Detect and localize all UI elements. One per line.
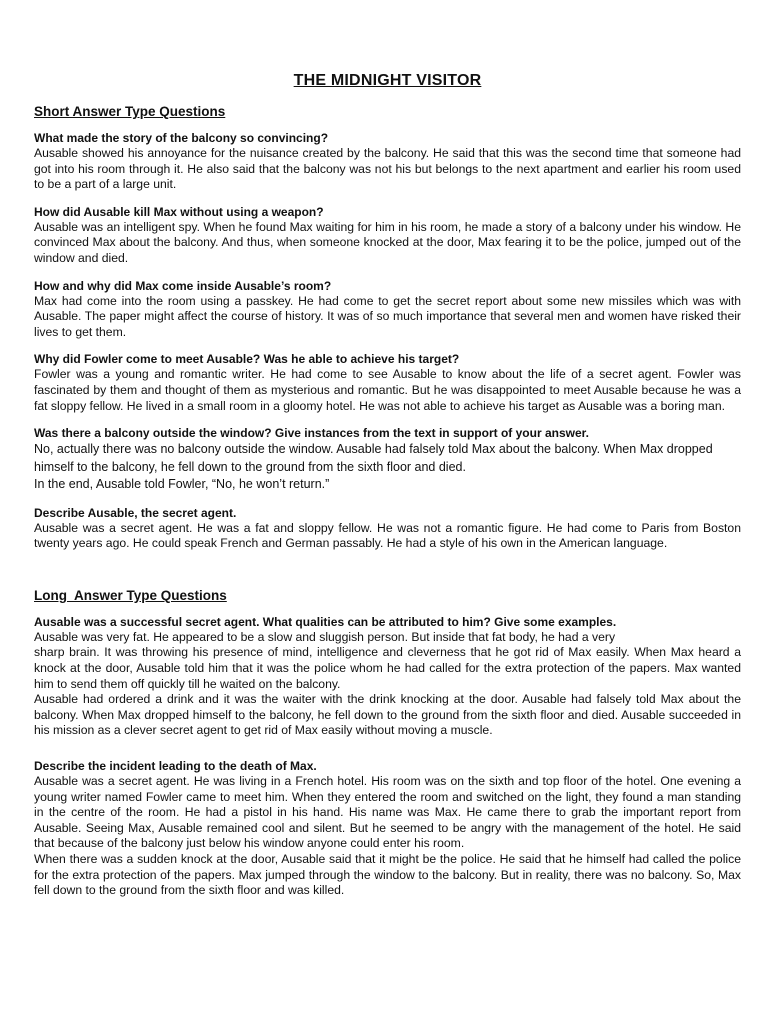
answer: Ausable was a secret agent. He was living in a French hotel. His room was on the sixth and top floor of the hotel. One evening a young writer named Fowler came to meet him. When they entered the room and switched on the light, they found a man standing in the centre of the room. He had a pistol in his hand. His name was Max. He came there to grab the important report from Ausable. Seeing Max, Ausable remained cool and silent. But he seemed to be angry with the management of the hotel. He said that because of the balcony just below his window anyone could enter his room. bbox=[34, 773, 741, 851]
long-answer-heading: Long Answer Type Questions bbox=[34, 587, 227, 603]
question: Ausable was a successful secret agent. What qualities can be attributed to him? Give some examples. bbox=[34, 614, 617, 629]
answer-continuation: In the end, Ausable told Fowler, “No, he won’t return.” bbox=[34, 477, 330, 492]
qa-item bbox=[34, 506, 741, 552]
question: Why did Fowler come to meet Ausable? Was he able to achieve his target? bbox=[34, 352, 460, 367]
question: Describe Ausable, the secret agent. bbox=[34, 505, 237, 520]
question: Describe the incident leading to the death of Max. bbox=[34, 758, 317, 773]
question: How and why did Max come inside Ausable’s room? bbox=[34, 278, 332, 293]
answer: Max had come into the room using a passkey. He had come to get the secret report about some new missiles which was with Ausable. The paper might affect the course of history. It was of so much importance that several men and women have risked their lives to get them. bbox=[34, 293, 741, 339]
qa-item bbox=[34, 352, 741, 414]
answer: No, actually there was no balcony outside the window. Ausable had falsely told Max about the balcony. When Max dropped himself to the balcony, he fell down to the ground from the sixth floor and died. bbox=[34, 442, 713, 474]
question: Was there a balcony outside the window? Give instances from the text in support of your answer. bbox=[34, 426, 589, 441]
answer: Ausable showed his annoyance for the nuisance created by the balcony. He said that this was the second time that someone had got into his room through it. He also said that the balcony was not his but belongs to the next apartment and earlier his room used to be a part of a large unit. bbox=[34, 146, 741, 192]
document-title: THE MIDNIGHT VISITOR bbox=[293, 72, 482, 89]
answer-line: Ausable was very fat. He appeared to be a slow and sluggish person. But inside that fat body, he had a very bbox=[34, 629, 616, 644]
qa-item bbox=[34, 131, 741, 193]
qa-item bbox=[34, 279, 741, 341]
answer-continuation: When there was a sudden knock at the door, Ausable said that it might be the police. He said that he himself had called the police for the extra protection of the papers. Max jumped through the window to the balcony. But in reality, there was no balcony. So, Max fell down to the ground from the sixth floor and was killed. bbox=[34, 851, 741, 898]
answer-continuation: Ausable had ordered a drink and it was the waiter with the drink knocking at the door. Ausable had falsely told Max about the balcony. When Max dropped himself to the balcony, he fell down to the ground from the sixth floor and died. Ausable succeeded in his mission as a clever secret agent to get rid of Max easily without moving a muscle. bbox=[34, 692, 741, 738]
answer: Fowler was a young and romantic writer. He had come to see Ausable to know about the life of a secret agent. Fowler was fascinated by them and thought of them as mysterious and romantic. But he was disappointed to meet Ausable because he was a fat sloppy fellow. He lived in a small room in a gloomy hotel. He was not able to achieve his target as Ausable was a boring man. bbox=[34, 367, 741, 413]
short-answer-heading: Short Answer Type Questions bbox=[34, 104, 226, 119]
question: What made the story of the balcony so convincing? bbox=[34, 131, 329, 145]
qa-item bbox=[34, 205, 741, 267]
qa-item bbox=[34, 615, 741, 739]
question: How did Ausable kill Max without using a weapon? bbox=[34, 204, 324, 219]
answer: Ausable was an intelligent spy. When he found Max waiting for him in his room, he made a story of a balcony under his window. He convinced Max about the balcony. And thus, when someone knocked at the door, Max fearing it to be the police, jumped out of the window and died. bbox=[34, 219, 741, 265]
answer: Ausable was a secret agent. He was a fat and sloppy fellow. He was not a romantic figure. He had come to Paris from Boston twenty years ago. He could speak French and German passably. He had a style of his own in the American language. bbox=[34, 520, 741, 551]
qa-item bbox=[34, 426, 741, 494]
qa-item bbox=[34, 759, 741, 899]
answer: sharp brain. It was throwing his presence of mind, intelligence and cleverness that he got rid of Max easily. When Max heard a knock at the door, Ausable told him that it was the police whom he had called for the extra protection of the papers. Max wanted him to send them off quickly till he waited on the balcony. bbox=[34, 645, 741, 691]
